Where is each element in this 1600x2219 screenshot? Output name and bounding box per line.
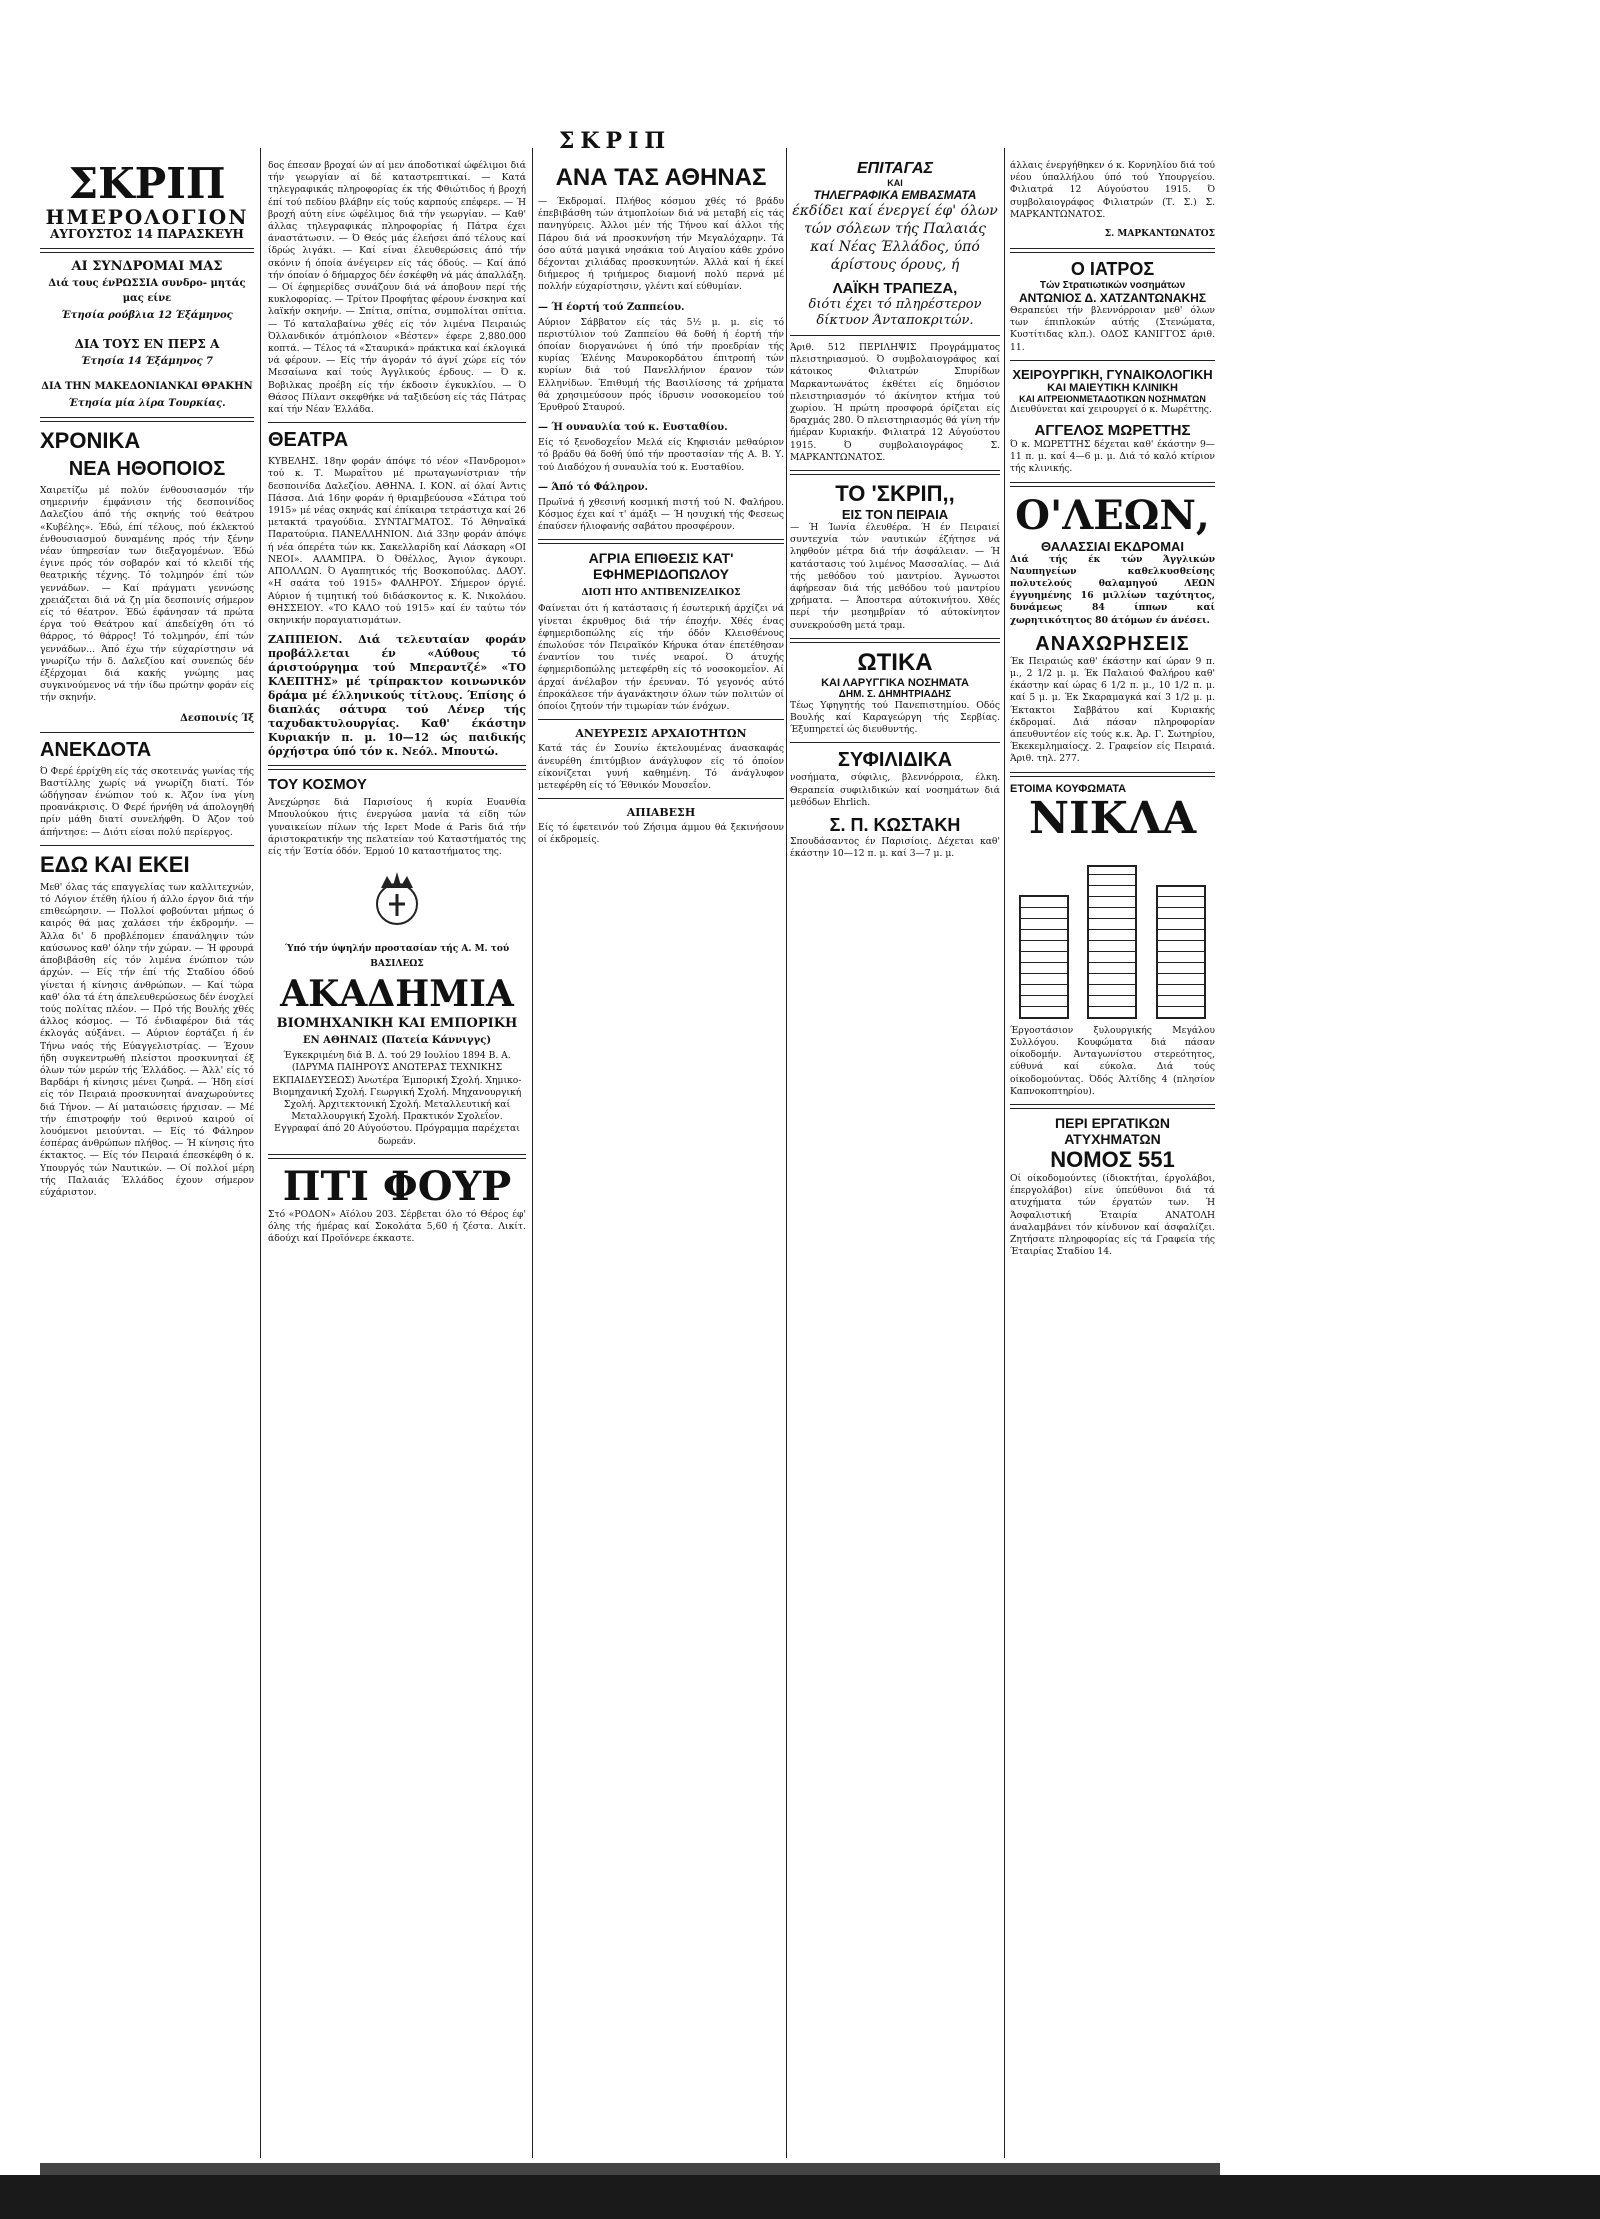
divider [790, 470, 1000, 475]
nea-article: Χαιρετίζω μέ πολύν ένθουσιασμόν τήν σημερινήν έμφάνισιν τής δεσποινίδος Δαλεζίου άπό τής σκηνής τού θεάτρου «Κυβέλης». Έδώ, έπί τέλους, πού έκλεκτού ένθουσιασμού δυναμένης πρός τήν ξένην νέαν ύπηρεσίαν των διεξαγομένων. Έδώ έγινε πρός τόν σοβαρόν καί τό κλειδί τής θεατρικής τέχνης. Τό τολμηρόν έπί τών γεννάδων. — Καί πράγματι γεννώσης χρειάζεται διά νά ζη μία δεσποινίς σήμερον είς τό θέατρον. Έδώ έφάνησαν τά πρώτα έργα τού Θεάτρου καί άπεδείχθη ότι τό θάρρος, τό θάρρος! Τό τολμηρόν, έπί τών γεννάδων... Άπό έχω τήν εύχαρίστησιν νά γνωρίζω τήν δ. Δαλεζίου καί συνεπώς δέν έξέρχομαι διά κακής γνώμης μας συγκινούμενος νά τήν ίδω πρώτην φοράν είς τήν σκηνήν. [40, 485, 254, 704]
otika-text: Τέως Υφηγητής τού Πανεπιστημίου. Οδός Βουλής καί Καραγεώργη τής Σερβίας. Έξυπηρετεί ώς διευθυντής. [790, 699, 1000, 736]
edo-article: Μεθ' όλας τάς επαγγελίας των καλλιτεχνών, τό Λόγιον έτέθη ήλίου ή άλλο έργον διά τήν επιθεώρησιν. — Πολλοί φοβούνται μήπως ό καιρός θά μας χαλάσει τήν έκδρομήν. — Άλλα δι' δ προβλέπομεν έπανάληψιν τών καύσωνος καθ' όλην τήν χώραν. — Ή φρουρά άποβιβάσθη είς τόν λιμένα ένώπιον τών άρχών. — Είς τήν έπί τής Σταδίου όδού γίνεται ή κίνησις άνθρώπων. — Καί τώρα καθ' όλα τά έτη άπελευθερώσεως δέν ένοχλεί τούς πολίτας πλέον. — Πρό τής Βουλής χθές άλλος κόσμος. — Τό ένδιαφέρον διά τάς έκλογάς αύξάνει. — Αύριον έορτάζει ή έν Τήνω ναός τής Εύαγγελιστρίας. — Έχουν ήδη συγκεντρωθή πλείστοι προσκυνηταί έξ όλων τών μερών τής Έλλάδος. — Άλλ' είς τό Βαρδάρι ή κίνησις μένει ζωηρά. — Ήδη είσί είς τόν Πειραιά προσκυνηταί άναχωρούντες διά Τήνον. — Αί ματαιώσεις ήρχισαν. — Μέ τήν έπιστροφήν τού θερινού καιρού οί λουόμενοι μειούνται. — Είς τό Φάληρον έσπέρας άνθρώπων πλήθος. — Ή κίνησις ήτο έκτακτος. — Είς τόν Πειραιά έπεσκέφθη ό κ. Υπουργός τών Ναυτικών. — Οί πολλοί μέρη τής Παλαιάς Έλλάδος έχουν σήμερον εύχάριστον. [40, 881, 254, 1198]
piraeus-price: Έτησία 14 Έξάμηνος 7 [80, 356, 214, 367]
akadimia-place: ΕΝ ΑΘΗΝΑΙΣ (Πατεία Κάννιγγς) [302, 1035, 492, 1047]
clinic-heading: ΧΕΙΡΟΥΡΓΙΚΗ, ΓΥΝΑΙΚΟΛΟΓΙΚΗ [1012, 366, 1213, 382]
paper-title: ΣΚΡΙΠ [68, 160, 226, 208]
law-number: ΝΟΜΟΣ 551 [1050, 1146, 1175, 1172]
crown-emblem [268, 868, 526, 932]
divider [268, 1154, 526, 1159]
macedonia-heading: ΔΙΑ ΤΗΝ ΜΑΚΕΔΟΝΙΑΝΚΑΙ ΘΡΑΚΗΝ [41, 381, 253, 392]
subscriptions-heading: ΑΙ ΣΥΝΔΡΟΜΑΙ ΜΑΣ [71, 259, 223, 274]
divider [268, 422, 526, 423]
divider [40, 248, 254, 253]
doctor-heading: Ο ΙΑΤΡΟΣ [1070, 259, 1155, 280]
departures-text: Έκ Πειραιώς καθ' έκάστην καί ώραν 9 π. μ., 2 1/2 μ. μ. Έκ Παλαιού Φαλήρου καθ' έκάστην καί ώρας 6 1/2 π. μ., 10 1/2 π. μ. καί 5 μ. μ. Έκ Σκαραμαγκά καί 3 1/2 μ. μ. Έκτακτοι Σαββάτου καί Κυριακής έκδρομαί. Διά πάσαν πληροφορίαν άπευθυντέον είς τούς κ.κ. Άρ. Γ. Σωτηρίου, Έκεκεμλημαίοςχ. 2. Γραφείον είς Πειραιά. Άριθ. τηλ. 277. [1010, 655, 1215, 765]
edo-heading: ΕΔΩ ΚΑΙ ΕΚΕΙ [40, 851, 190, 877]
athens-heading: ΑΝΑ ΤΑΣ ΑΘΗΝΑΣ [555, 164, 767, 191]
auction-notice: Άριθ. 512 ΠΕΡΙΛΗΨΙΣ Προγράμματος πλειστηριασμού. Ό συμβολαιογράφος καί κάτοικος Φιλιατρών Σπυρίδων Μαρκαντωνάτος έκθέτει είς δημόσιον πλειστηριασμόν τό άκίνητον κτήμα τού χωρίου. Ή πρώτη προσφορά όρίζεται είς δραχμάς 280. Ό πλειστηριασμός θά γίνη τήν ήμέραν Κυριακήν. Φιλιατρά 12 Αύγούστου 1915. Ό συμβολαιογράφος Σ. ΜΑΡΚΑΝΤΩΝΑΤΟΣ. [790, 342, 1000, 463]
divider [538, 539, 784, 544]
theatre-heading: ΘΕΑΤΡΑ [268, 429, 349, 452]
departures-heading: ΑΝΑΧΩΡΗΣΕΙΣ [1035, 632, 1190, 655]
divider [790, 335, 1000, 336]
divider [1010, 248, 1215, 253]
divider [40, 845, 254, 846]
bank-ad-and: ΚΑΙ [887, 178, 903, 188]
divider [538, 719, 784, 720]
skrip-piraeus-article: — Ή Ίωνία έλευθέρα. Ή έν Πειραιεί συντεχνία τών ναυτικών έζήτησε νά ληφθούν μέτρα διά τήν άσφάλειαν. — Ή κατάστασις τού λιμένος Μασσαλίας. — Διά τής μεθόδου τού μαντρίου. Άγνωστοι άφήρεσαν διά τής μεθόδου τού μαντρίου χρήματα. — Άποστερα αύτοκινήτου. Χθές περί τήν μεσημβρίαν τό αύτοκίνητον συνεκρούσθη μετά τραμ. [790, 522, 1000, 631]
leon-heading: Ο'ΛΕΩΝ, [1015, 491, 1210, 539]
divider [538, 798, 784, 799]
bank-ad-subheading: ΤΗΛΕΓΡΑΦΙΚΑ ΕΜΒΑΣΜΑΤΑ [813, 188, 977, 202]
crown-icon [367, 868, 427, 928]
divider [40, 417, 254, 422]
skrip-piraeus-heading: ΤΟ 'ΣΚΡΙΠ,, [835, 481, 955, 507]
accidents-heading: ΠΕΡΙ ΕΡΓΑΤΙΚΩΝ ΑΤΥΧΗΜΑΤΩΝ [1055, 1114, 1170, 1147]
divider [268, 765, 526, 770]
notice-heading: ΑΠΙΑΒΕΣΗ [626, 806, 696, 820]
door-image [1019, 895, 1069, 1019]
nikla-text: Έργοστάσιον ξυλουργικής Μεγάλου Συλλόγου. Κουφώματα διά πάσαν οίκοδομήν. Άνταγωνίστου στερεότητος, εύθυνά καί εύκολα. Διά τούς οίκοδομούντας. Όδός Άλτίδης 4 (πλησίον Καπνοκοπτηρίου). [1010, 1024, 1215, 1097]
doctor-specialty: Τών Στρατιωτικών νοσημάτων [1039, 280, 1186, 292]
divider [1010, 1104, 1215, 1109]
column-3 [538, 160, 784, 853]
antiquities-heading: ΑΝΕΥΡΕΣΙΣ ΑΡΧΑΙΟΤΗΤΩΝ [575, 727, 747, 741]
column-rule [1004, 148, 1005, 2158]
zappeion-subheading: — Ή έορτή τού Ζαππείου. [538, 301, 685, 313]
column-rule [786, 148, 787, 2158]
divider [1010, 772, 1215, 777]
concert-article: Είς τό ξενοδοχεΐον Μελά είς Κηφισιάν μεθαύριον τό βράδυ θά δοθή ύπό τήν προστασίαν τής Α. Β. Υ. τού Διαδόχου ή συναυλία τού κ. Ευσταθίου. [538, 437, 784, 473]
door-image [1087, 865, 1137, 1019]
kostaki-text: Σπουδάσαντος έν Παρισίοις. Δέχεται καθ' έκάστην 10—12 π. μ. καί 3—7 μ. μ. [790, 836, 1000, 860]
attack-heading: ΑΓΡΙΑ ΕΠΙΘΕΣΙΣ ΚΑΤ' ΕΦΗΜΕΡΙΔΟΠΩΛΟΥ [588, 550, 734, 583]
otika-subheading: ΚΑΙ ΛΑΡΥΓΓΙΚΑ ΝΟΣΗΜΑΤΑ [821, 676, 969, 689]
subscriptions-price: Έτησία ρούβλια 12 Έξάμηνος [61, 310, 233, 321]
bank-ad-text: έκδίδει καί ένεργεί έφ' όλων τών σόλεων τής Παλαιάς καί Νέας Έλλάδος, ύπό άρίστους όρους, ή [792, 203, 998, 273]
clinic-text: Διευθύνεται καί χειρουργεί ό κ. Μωρέττης. [1010, 403, 1212, 415]
doctor-name: ΑΝΤΩΝΙΟΣ Δ. ΧΑΤΖΑΝΤΩΝΑΚΗΣ [1018, 291, 1207, 306]
syfilidika-heading: ΣΥΦΙΛΙΔΙΚΑ [837, 749, 953, 772]
scan-bottom-band [0, 2175, 1600, 2219]
clinic-specialty: ΚΑΙ ΑΙΤΡΕΙΟΝΜΕΤΑΔΟΤΙΚΩΝ ΝΟΣΗΜΑΤΩΝ [1019, 393, 1206, 404]
akadimia-text: Έγκεκριμένη διά Β. Δ. τού 29 Ιουλίου 1894 Β. Α. (ΙΔΡΥΜΑ ΠΑΙΗΡΟΥΣ ΑΝΩΤΕΡΑΣ ΤΕΧΝΙΚΗΣ ΕΚΠΑΙΔΕΥΣΕΩΣ) Άνωτέρα Έμπορική Σχολή. Χημικο-Βιομηχανική Σχολή. Γεωργική Σχολή. Μηχανουργική Σχολή. Άρχιτεκτονική Σχολή. Μεταλλευτική καί Μεταλλουργική Σχολή. Πρακτικόν Σχολεΐον. Εγγραφαί άπό 20 Αύγούστου. Πρόγραμμα παρέχεται δωρεάν. [272, 1050, 522, 1147]
skrip-piraeus-subheading: ΕΙΣ ΤΟΝ ΠΕΙΡΑΙΑ [841, 507, 949, 523]
column-1 [40, 160, 254, 1205]
akadimia-subheading: ΒΙΟΜΗΧΑΝΙΚΗ ΚΑΙ ΕΜΠΟΡΙΚΗ [276, 1016, 518, 1032]
patronage-line: Ύπό τήν ύψηλήν προστασίαν τής Α. Μ. τού ΒΑΣΙΛΕΩΣ [284, 944, 510, 970]
article-signature: Δεσποινίς Ίξ [180, 712, 254, 724]
antiquities-article: Κατά τάς έν Σουνίω έκτελουμένας άνασκαφάς άνευρέθη έπιτύμβιον άνάγλυφον είς τό όποίον είκονίζεται γυνή καθημένη. Τό άνάγλυφον μετεφέρθη είς τό Έθνικόν Μουσεΐον. [538, 743, 784, 791]
concert-subheading: — Ή ουναυλία τού κ. Ευσταθίου. [538, 422, 728, 434]
divider [790, 742, 1000, 743]
leon-text: Διά τής έκ τών Άγγλικών Ναυπηγείων καθελκυσθείσης πολυτελούς θαλαμηγού ΛΕΩΝ έγγυημένης 16 μιλλίων ταχύτητος, δυνάμεως 84 ίππων καί χωρητικότητος 80 άτόμων έν άνέσει. [1010, 553, 1215, 626]
column-5 [1010, 160, 1215, 1264]
syfilidika-text: νοσήματα, σύφιλις, βλεννόρροια, έλκη. Θεραπεία συφιλιδικών καί νοσημάτων διά μεθόδων Ehrlich. [790, 772, 1000, 808]
attack-subheading: ΔΙΟΤΙ ΗΤΟ ΑΝΤΙΒΕΝΙΖΕΛΙΚΟΣ [581, 588, 741, 599]
doctor-text: Θεραπεύει τήν βλεννόρροιαν μεθ' όλων των έπιπλοκών αύτής (Στενώματα, Κυστίτιδας κλπ.). ΟΔΟΣ ΚΑΝΙΓΓΟΣ άριθ. 11. [1010, 305, 1215, 353]
divider [790, 638, 1000, 643]
theatre-article: ΚΥΒΕΛΗΣ. 18ην φοράν άπόψε τό νέον «Πανδρομοι» τού κ. Τ. Μωραΐτου μέ πρωταγωνίστριαν τήν δεσποινίδα Δαλεζίου. ΑΘΗΝΑ. Ι. ΚΟΝ. αί όλαί Άντις Πάσσα. Διά 16ην φοράν ή θριαμβεύουσα «Σάτιρα τού 1915» μέ νέας σκηνάς καί έπίκαιρα τετράστιχα καί 26 μετακτά τραγούδια. ΣΥΝΤΑΓΜΑΤΟΣ. Τό Άθηναϊκά Παρατούρια. ΠΑΝΕΛΛΗΝΙΟΝ. Διά 33ην φοράν άπόψε ή νέα όπερέτα τών κκ. Σακελλαρίδη καί Λάσκαρη «ΟΙ ΝΕΟΙ». ΑΛΑΜΠΡΑ. Ό Όθέλλος, Άγιον άγκουρι. ΑΠΟΛΛΩΝ. Ό Αγαπητικός τής Βοσκοπούλας. ΔΑΟΥ. «Η σαάτα τού 1915» ΦΑΛΗΡΟΥ. Σήμερον όργιέ. Αύριον ή τιμητική τού διδάσκοντος κ. Κ. Νικολάου. ΘΗΣΣΕΙΟΥ. «ΤΟ ΚΑΛΟ τού 1915» καί έν ταύτω τόν σκηνικήν ποραγιατισμάτων. [268, 456, 526, 626]
otika-doctor: ΔΗΜ. Σ. ΔΗΜΗΤΡΙΑΔΗΣ [838, 688, 952, 700]
faliro-article: Πρωϊνά ή χθεσινή κοσμική πιστή τού Ν. Φαλήρου. Κόσμος έχει καί τ' άμάξι — Ή ησυχική τής Φεσεως έπαύσεν ήλιοφανής σαβάτου προσφέρουν. [538, 496, 784, 533]
divider [1010, 360, 1215, 361]
moretti-name: ΑΓΓΕΛΟΣ ΜΩΡΕΤΤΗΣ [1034, 422, 1191, 440]
column-2 [268, 160, 526, 1251]
door-image [1156, 885, 1206, 1019]
anekdota-heading: ΑΝΕΚΔΟΤΑ [40, 738, 152, 761]
accidents-text: Οί οίκοδομούντες (ίδιοκτήται, έργολάβοι, έπεργολάβοι) είνε ύπεύθυνοι διά τά ατυχήματα τών έργατών των. Ή Άσφαλιστική Έταιρία ΑΝΑΤΟΛΗ άναλαμβάνει τόν κίνδυνον καί άσφαλίζει. Ζητήσατε πληροφορίας είς τά Γραφεία τής Έταιρίας Σταδίου 14. [1010, 1172, 1215, 1258]
weather-article: δος έπεσαν βροχαί ών αί μεν άποδοτικαί ώφέλιμοι διά τήν γεωργίαν αί δέ καταστρεπτικαί. — Κατά τηλεγραφικάς πληροφορίας έκ τής Φθιώτιδος ή βροχή έπί τού πεδίου βλάβην είς τούς καρπούς επέφερε. — Ή βροχή αύτη είνε ώφέλιμος διά τήν γεωργίαν. — Καθ' άλλας τηλεγραφικάς πληροφορίας ή Πάτρα έχει άναστάτωσιν. — Ό Θεός μάς έλεήσει άπό τέλους καί ίδρώς λιγάκι. — Καί είναι έλευθερώσεις άπό τήν σκόνιν ή όποία άνέγειρεν είς τάς όδούς. — Καί άπό τήν όποίαν ό δήμαρχος δέν έσκέφθη νά μάς άπαλλάξη. — Οί έφημερίδες συνάζουν διά νά άποβουν περί τής κυκλοφορίας. — Τρίτον Προφήτας φέρουν ένσκηνα καί λαϊκήν σκηνήν. — Σπίτια, σπίτια, συμπολίται σπίτια. — Τό καταλαβαίνω χθές είς τόν λιμένα Πειραιώς Όλλανδικόν άτμόπλοιον «Βέστεν» έφερε 2,880.000 κοπτά. — Τέλος τά «Σταυρικά» πράκτικα καί έκλογικά νά φέρουν. — Είς τήν άγοράν τό άγνί χώρε είς τόν Μεσαίωνα καί τούς Άγγλικούς έρδους. — Ό κ. Βοβιλκας προέβη είς τήν έκδοσιν έγκυκλίου. — Ό Θάσος Πίλαντ σκεφθήκε νά ταξιδεύση είς τάς Πάτρας καί τήν Νέαν Έλλάδα. [268, 160, 526, 416]
excursions-article: — Έκδρομαί. Πλήθος κόσμου χθές τό βράδυ έπεβιβάσθη τών άτμοπλοίων διά νά μεταβή είς τάς πανηγύρεις. Άλλοι μέν τής Τήνου καί άλλοι τής Πάρου διά νά προσκυνήση τήν Μεγαλόχαρην. Τά όσο αύτά μαγικά νησάκια τού Αιγαίου κάθε χρόνο δέχονται χιλιάδας προσκυνητών. Άλλά καί ή έκεί διήμερος ή τριήμερος διαμονή πολύ περνά μέ πολλήν εύχαρίστησιν, γλέντι καί εύθυμίαν. [538, 196, 784, 293]
moretti-text: Ό κ. ΜΩΡΕΤΤΗΣ δέχεται καθ' έκάστην 9—11 π. μ. καί 4—6 μ. μ. Διά τό καλό κτίριον τής κλινικής. [1010, 439, 1215, 475]
divider [40, 732, 254, 733]
piraeus-heading: ΔΙΑ ΤΟΥΣ ΕΝ ΠΕΡΣ Α [74, 337, 220, 351]
pti-four-heading: ΠΤΙ ΦΟΥΡ [282, 1162, 512, 1210]
bank-name: ΛΑΪΚΗ ΤΡΑΠΕΖΑ, [832, 280, 958, 297]
notary-signature: Σ. ΜΑΡΚΑΝΤΩΝΑΤΟΣ [1104, 229, 1215, 240]
calendar-heading: ΗΜΕΡΟΛΟΓΙΟΝ [45, 205, 249, 229]
bank-ad-heading: ΕΠΙΤΑΓΑΣ [856, 160, 934, 177]
subscriptions-line: Διά τους ένΡΩΣΣΙΑ συνδρο- μητάς μας είνε [48, 278, 246, 304]
kosmos-article: Άνεχώρησε διά Παρισίους ή κυρία Ευανθία Μπουλούκου ήτις ένεργώσα μανία τά είδη τών γυναικείων πίλων τής Ιερετ Μοde ά Paris διά τήν άριστοκρατικήν της πελατείαν τού Καταστήματός της είς τήν Έστία όδόν. Έρμού 10 καταστήματος της. [268, 797, 526, 857]
notice-article: Είς τό έφετεινόν τού Ζήσιμα άμμου θά ξεκινήσουν οί έκδρομείς. [538, 822, 784, 846]
nikla-heading: ΝΙΚΛΑ [1028, 792, 1197, 844]
anekdota-article: Ό Φερέ έρρίχθη είς τάς σκοτεινάς γωνίας τής Βαστίλλης χωρίς νά γνωρίζη διατί. Τόν ώδήγησαν ένώπιον τού κ. Άζον ίνα γίνη προανάκρισις. Ό Φερέ ήρνήθη νά άπολογηθή πρίν μάθη διατί συνελήφθη. Ό Άζον τού άπήντησε: — Διότι είσαι πολύ περίεργος. [40, 765, 254, 838]
frames-heading: ΕΤΟΙΜΑ ΚΟΥΦΩΜΑΤΑ [1010, 782, 1127, 795]
bank-network: διότι έχει τό πληρέστερον δίκτυον Άνταποκριτών. [808, 297, 982, 328]
macedonia-price: Έτησία μία λίρα Τουρκίας. [68, 398, 226, 409]
kosmos-heading: ΤΟΥ ΚΟΣΜΟΥ [268, 776, 367, 794]
door-illustration [1010, 849, 1215, 1019]
masthead: ΣΚΡΙΠ [558, 128, 672, 154]
faliro-subheading: — Άπό τό Φάληρον. [538, 481, 649, 493]
akadimia-heading: ΑΚΑΔΗΜΙΑ [280, 973, 514, 1016]
notary-text: άλλαις ένεργήθηκεν ό κ. Κορνηλίου διά τού νέου ύπαλλήλου ύπό τού Υπουργείου. Φιλιατρά 12 Αύγούστου 1915. Ό συμβολαιογράφος Φιλιατρών (Τ. Σ.) Σ. ΜΑΡΚΑΝΤΩΝΑΤΟΣ. [1010, 160, 1215, 220]
pti-four-text: Στό «ΡΟΔΟΝ» Αϊόλου 203. Σέρβεται όλο τό Θέρος έφ' όλης τής ήμέρας καί Σοκολάτα 5,60 ή ζέστα. Λικίτ. άδούχι καί Προϊόνερε έκκαστε. [268, 1208, 526, 1245]
column-rule [260, 148, 261, 2158]
nea-heading: ΝΕΑ ΗΘΟΠΟΙΟΣ [68, 458, 226, 480]
chronika-heading: ΧΡΟΝΙΚΑ [40, 428, 141, 453]
date-line: ΑΥΓΟΥΣΤΟΣ 14 ΠΑΡΑΣΚΕΥΗ [50, 227, 244, 241]
column-rule [532, 148, 533, 2158]
divider [1010, 482, 1215, 487]
zappeion-article: Αύριον Σάββατον είς τάς 5½ μ. μ. είς τό περιστύλιον τού Ζαππείου θά δοθή ή έορτή τήν όποίαν διοργανώνει ή ύπό τήν προεδρίαν τής κυρίας Έλένης Μαυροκορδάτου έπιτροπή τών κυρίων διά τού Πανελλήνιον έρανον τών Ελληνίδων. Έπιθυμή τής Βασιλίσσης τά χρήματα θά χρησιμεύσουν πρός ίδρυσιν νοσοκομείου τού Έρυθρού Σταυρού. [538, 316, 784, 414]
otika-heading: ΩΤΙΚΑ [857, 648, 933, 676]
leon-subheading: ΘΑΛΑΣΣΙΑΙ ΕΚΔΡΟΜΑΙ [1040, 538, 1185, 554]
column-4 [790, 160, 1000, 866]
attack-article: Φαίνεται ότι ή κατάστασις ή έσωτερική άρχίζει νά γίνεται έκρυθμος διά τήν έποχήν. Χθές ένας έφημεριδοπώλης είς τήν όδόν Κλεισθένους έπωλούσε τόν Πειραϊκόν Κήρυκα όταν έπετέθησαν έναντίον του τινές νεαροί. Ό άτυχής έφημεριδοπώλης μετεφέρθη είς τό νοσοκομεΐον. Αί άρχαί άνέλαβον τήν έρευναν. Τό γεγονός αύτό έπροκάλεσε τήν άγανάκτησιν όλων τών πολιτών οί όποίοι ζητούν τήν τιμωρίαν τών ένόχων. [538, 603, 784, 713]
kostaki-name: Σ. Π. ΚΩΣΤΑΚΗ [829, 815, 961, 836]
clinic-subheading: ΚΑΙ ΜΑΙΕΥΤΙΚΗ ΚΛΙΝΙΚΗ [1047, 381, 1178, 394]
zappeion-ad: ΖΑΠΠΕΙΟΝ. Διά τελευταίαν φοράν προβάλλεται έν «Αύθους τό άριστούργημα τού Μπεραντζέ» «ΤΟ ΚΛΕΠΤΗΣ» μέ τρίπρακτον κοινωνικόν δράμα μέ έλληνικούς τίτλους. Έπίσης ό διαπλάς σάτυρα τού Λένερ τής ταχυδακτυλουργίας. Καθ' έκάστην Κυριακήν π. μ. 10—12 ώς παιδικής όρχήστρα ύπό τόν κ. Νεόλ. Μπουτώ. [268, 633, 526, 759]
